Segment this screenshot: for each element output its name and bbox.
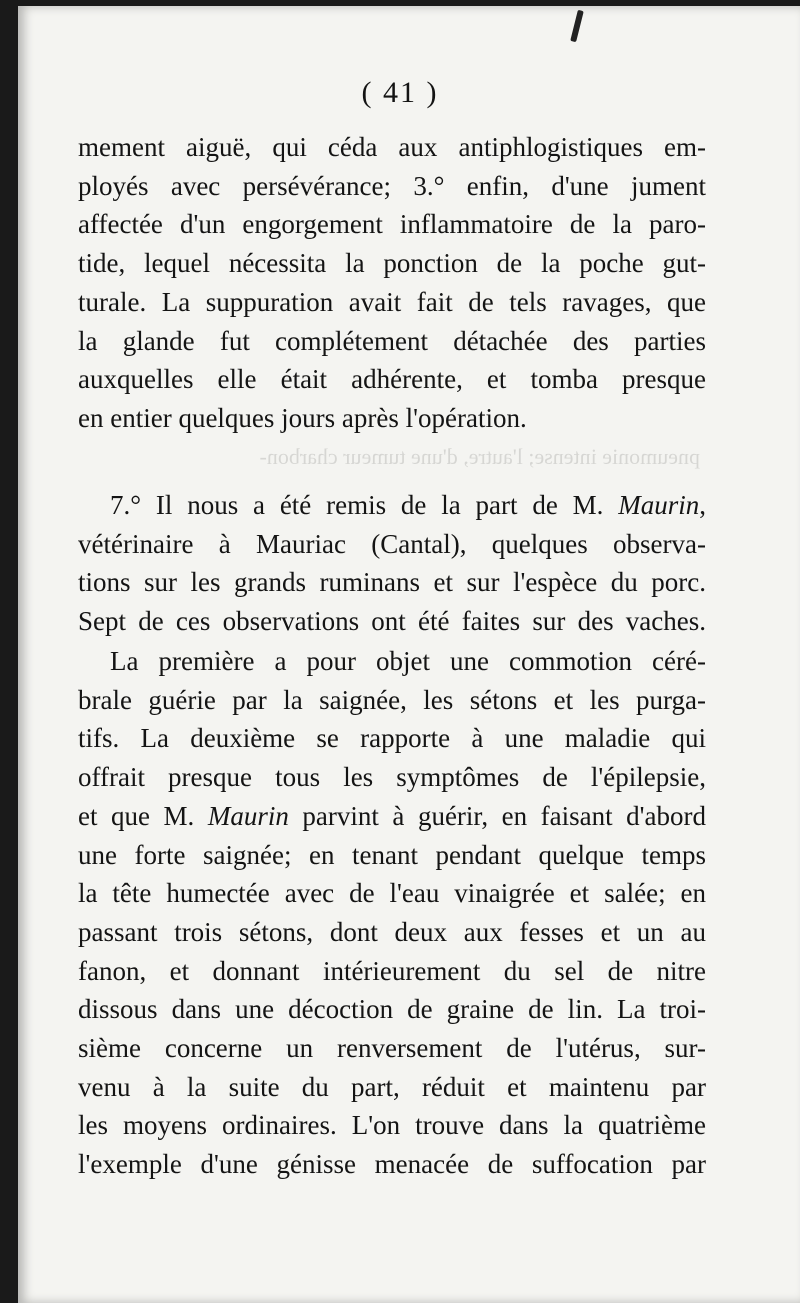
page-number: ( 41 ): [361, 76, 439, 109]
text-line: la glande fut complétement détachée des parties: [78, 325, 706, 356]
text-line: et que M. Maurin parvint à guérir, en faisant d'abord: [78, 800, 706, 831]
person-name: Maurin: [207, 800, 289, 831]
text-line: l'exemple d'une génisse menacée de suffocation par: [78, 1149, 706, 1180]
text-line: tide, lequel nécessita la ponction de la poche gut-: [78, 248, 706, 279]
paragraph-2: [78, 486, 706, 641]
text-line: brale guérie par la saignée, les sétons et les purga-: [78, 684, 706, 715]
text-line: ployés avec persévérance; 3.° enfin, d'une jument: [78, 170, 706, 201]
paragraph-3: [78, 642, 706, 1184]
text-line: venu à la suite du part, réduit et maintenu par: [78, 1071, 706, 1102]
text-line: passant trois sétons, dont deux aux fesses et un au: [78, 916, 706, 947]
text-line: affectée d'un engorgement inflammatoire de la paro-: [78, 209, 706, 240]
text-line: offrait presque tous les symptômes de l'épilepsie,: [78, 762, 706, 793]
text-line: les moyens ordinaires. L'on trouve dans la quatrième: [78, 1110, 706, 1141]
text-line: la tête humectée avec de l'eau vinaigrée et salée; en: [78, 878, 706, 909]
text-line: Sept de ces observations ont été faites sur des vaches.: [78, 606, 706, 637]
text-line: dissous dans une décoction de graine de lin. La troi-: [78, 994, 706, 1025]
text-line: en entier quelques jours après l'opération.: [78, 402, 527, 433]
text-line: vétérinaire à Mauriac (Cantal), quelques observa-: [78, 528, 706, 559]
text-line: tions sur les grands ruminans et sur l'espèce du porc.: [78, 567, 706, 598]
bleed-through-text: pneumonie intense; l'autre, d'une tumeur charbon-: [259, 444, 700, 469]
text-line: turale. La suppuration avait fait de tels ravages, que: [78, 286, 706, 317]
text-line: une forte saignée; en tenant pendant quelque temps: [78, 839, 706, 870]
text-line: sième concerne un renversement de l'utérus, sur-: [78, 1033, 706, 1064]
text-line: auxquelles elle était adhérente, et tomba presque: [78, 364, 706, 395]
text-line: La première a pour objet une commotion céré-: [110, 646, 706, 676]
person-name: Maurin: [618, 490, 700, 520]
text-line: tifs. La deuxième se rapporte à une maladie qui: [78, 723, 706, 754]
paragraph-1: [78, 128, 706, 438]
ink-mark: [570, 10, 584, 43]
text-line: fanon, et donnant intérieurement du sel de nitre: [78, 955, 706, 986]
text-line: 7.° Il nous a été remis de la part de M. Maurin,: [110, 490, 706, 520]
text-line: mement aiguë, qui céda aux antiphlogistiques em-: [78, 132, 706, 162]
